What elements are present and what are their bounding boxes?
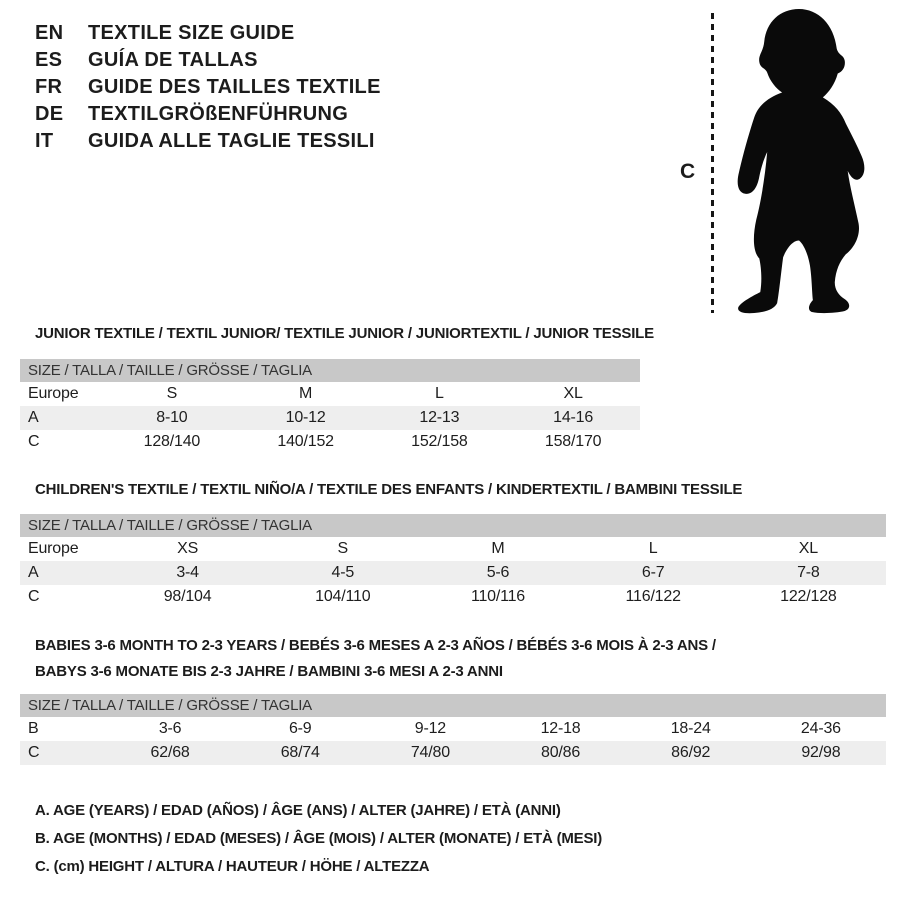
table-cell: 5-6 [486, 564, 510, 581]
table-cell: 3-4 [176, 564, 199, 581]
table-cell: 7-8 [797, 564, 820, 581]
table-row-europe [20, 382, 640, 406]
section-title-babies-line1: BABIES 3-6 MONTH TO 2-3 YEARS / BEBÉS 3-6 MESES A 2-3 AÑOS / BÉBÉS 3-6 MOIS À 2-3 ANS / [35, 637, 716, 654]
size-header-band: SIZE / TALLA / TAILLE / GRÖSSE / TAGLIA [20, 694, 886, 717]
row-label: A [28, 564, 39, 581]
language-code: ES [35, 49, 63, 71]
language-row [35, 74, 381, 101]
table-cell: 110/116 [470, 588, 525, 605]
table-cell: 8-10 [156, 409, 188, 426]
language-title: TEXTILGRÖßENFÜHRUNG [88, 103, 349, 125]
table-cell: 158/170 [544, 433, 602, 450]
legend-note-b: B. AGE (MONTHS) / EDAD (MESES) / ÂGE (MOIS) / ALTER (MONATE) / ETÀ (MESI) [35, 830, 603, 847]
height-measure-label: C [680, 160, 696, 183]
table-cell: 128/140 [143, 433, 201, 450]
table-cell: 6-7 [641, 564, 665, 581]
table-row-height [20, 585, 886, 609]
table-row-europe [20, 537, 886, 561]
legend-note-c: C. (cm) HEIGHT / ALTURA / HAUTEUR / HÖHE / ALTEZZA [35, 858, 430, 875]
row-label: B [28, 720, 39, 737]
language-row [35, 101, 381, 128]
table-cell: 92/98 [801, 744, 841, 761]
table-cell: 80/86 [541, 744, 581, 761]
row-label: Europe [28, 540, 79, 557]
junior-size-table [20, 359, 640, 454]
table-row-height [20, 741, 886, 765]
table-cell: 140/152 [277, 433, 334, 450]
table-cell: 152/158 [411, 433, 468, 450]
language-row [35, 20, 381, 47]
column-header: S [166, 385, 178, 402]
table-cell: 18-24 [670, 720, 711, 737]
language-title: TEXTILE SIZE GUIDE [88, 22, 295, 44]
size-header-band: SIZE / TALLA / TAILLE / GRÖSSE / TAGLIA [20, 359, 640, 382]
column-header: S [337, 540, 349, 557]
table-row-age [20, 561, 886, 585]
column-header: XL [798, 540, 818, 557]
table-cell: 9-12 [414, 720, 446, 737]
legend-notes [35, 797, 602, 881]
row-label: C [28, 588, 40, 605]
babies-size-table [20, 694, 886, 765]
section-title-babies-line2: BABYS 3-6 MONATE BIS 2-3 JAHRE / BAMBINI 3-6 MESI A 2-3 ANNI [35, 663, 503, 680]
column-header: L [435, 385, 444, 402]
column-header: M [491, 540, 505, 557]
section-title-babies [35, 633, 755, 685]
language-row [35, 47, 381, 74]
table-cell: 68/74 [280, 744, 320, 761]
column-header: XS [177, 540, 199, 557]
babies-size-grid [20, 717, 886, 765]
column-header: L [648, 540, 658, 557]
section-title-children: CHILDREN'S TEXTILE / TEXTIL NIÑO/A / TEXTILE DES ENFANTS / KINDERTEXTIL / BAMBINI TESSILE [35, 481, 743, 498]
children-size-table [20, 514, 886, 609]
table-row-height [20, 430, 640, 454]
table-cell: 6-9 [288, 720, 312, 737]
table-cell: 3-6 [158, 720, 182, 737]
language-code: IT [35, 130, 54, 152]
table-cell: 12-13 [419, 409, 460, 426]
size-header-band: SIZE / TALLA / TAILLE / GRÖSSE / TAGLIA [20, 514, 886, 537]
table-cell: 86/92 [671, 744, 711, 761]
table-row-months [20, 717, 886, 741]
table-cell: 104/110 [315, 588, 371, 605]
language-code: FR [35, 76, 63, 98]
table-cell: 122/128 [780, 588, 837, 605]
language-code: DE [35, 103, 64, 125]
table-row-age [20, 406, 640, 430]
legend-note-a: A. AGE (YEARS) / EDAD (AÑOS) / ÂGE (ANS) / ALTER (JAHRE) / ETÀ (ANNI) [35, 802, 561, 819]
section-title-junior: JUNIOR TEXTILE / TEXTIL JUNIOR/ TEXTILE JUNIOR / JUNIORTEXTIL / JUNIOR TESSILE [35, 325, 654, 342]
row-label: A [28, 409, 39, 426]
language-title: GUIDA ALLE TAGLIE TESSILI [88, 130, 375, 152]
junior-size-grid [20, 382, 640, 454]
column-header: XL [563, 385, 583, 402]
language-title-list [35, 20, 381, 155]
language-row [35, 128, 381, 155]
row-label: Europe [28, 385, 79, 402]
language-title: GUIDE DES TAILLES TEXTILE [88, 76, 381, 98]
table-cell: 4-5 [331, 564, 355, 581]
table-cell: 116/122 [625, 588, 681, 605]
table-cell: 14-16 [553, 409, 594, 426]
table-cell: 10-12 [285, 409, 326, 426]
row-label: C [28, 744, 40, 761]
table-cell: 62/68 [150, 744, 190, 761]
language-code: EN [35, 22, 64, 44]
table-cell: 74/80 [410, 744, 450, 761]
column-header: M [299, 385, 313, 402]
table-cell: 24-36 [800, 720, 841, 737]
baby-silhouette-icon [723, 6, 875, 314]
row-label: C [28, 433, 40, 450]
table-cell: 12-18 [540, 720, 581, 737]
height-measure-dotted-line-icon [711, 13, 714, 313]
language-title: GUÍA DE TALLAS [88, 49, 258, 71]
table-cell: 98/104 [163, 588, 212, 605]
children-size-grid [20, 537, 886, 609]
